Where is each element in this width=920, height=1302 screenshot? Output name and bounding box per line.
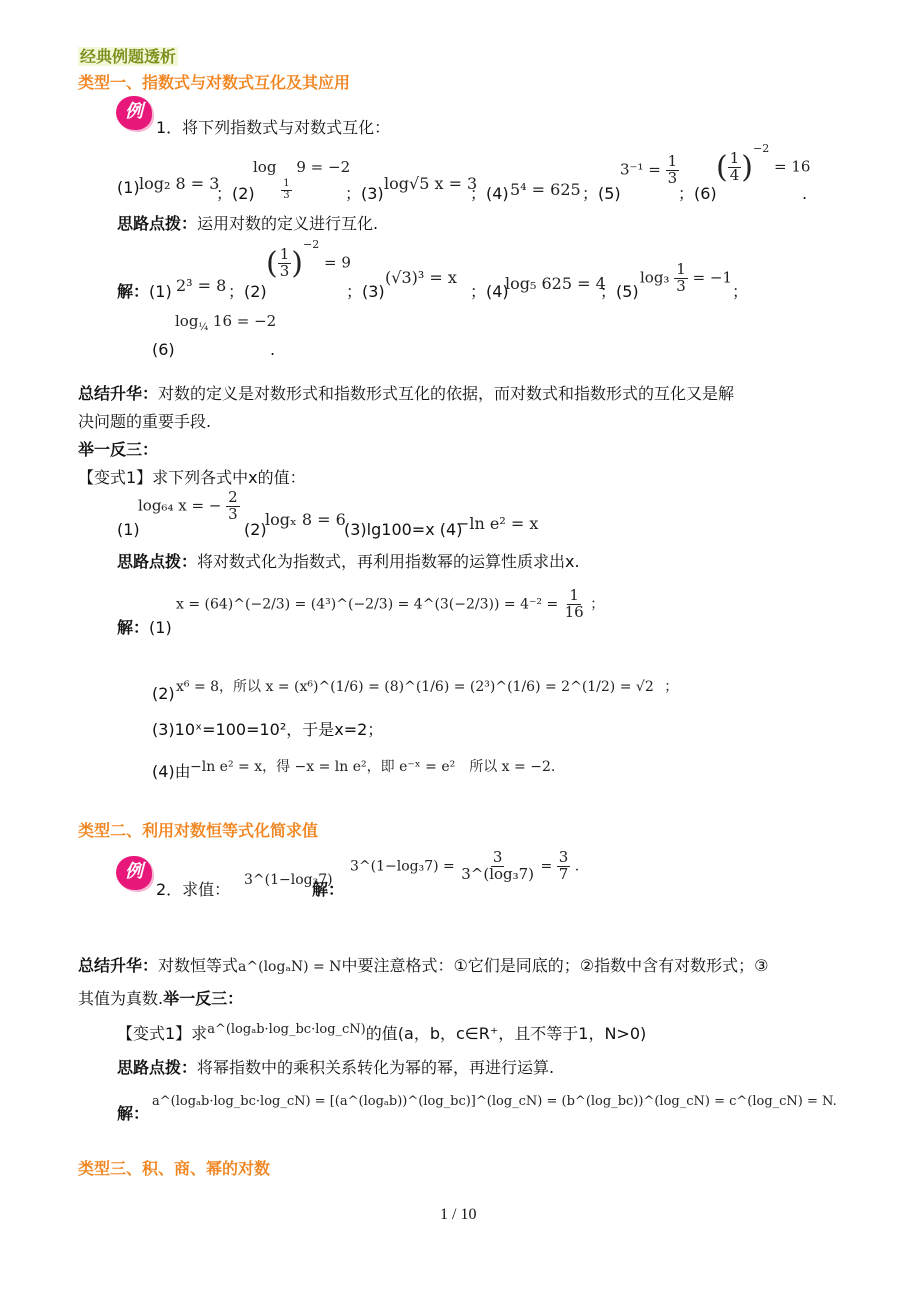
example-2-sol-label: 解：: [312, 880, 345, 899]
example-2-question: 2．求值：: [156, 880, 231, 899]
variant-1-sol-3: (3)10ˣ=100=10²，于是x=2；: [152, 720, 384, 739]
variant-2-hint: 思路点拨：将幂指数中的乘积关系转化为幂的幂，再进行运算.: [117, 1058, 555, 1077]
expr-3: log√5 x = 3: [384, 174, 478, 193]
sol-label-6: (6): [152, 340, 175, 359]
variant-1-q4: −ln e² = x: [456, 514, 539, 533]
variant-1-q1: log₆₄ x = − $\frac{2}{3}$: [138, 488, 238, 523]
variant-1-q2-label: (2): [244, 520, 267, 539]
section-header: 经典例题透析: [80, 47, 177, 66]
example-1-items: (1): [117, 178, 140, 197]
label-4: ；(4): [470, 184, 509, 203]
variant-1-sol-2: x⁶ = 8，所以 x = (x⁶)^(1/6) = (8)^(1/6) = (2³)^(1/6) = 2^(1/2) = √2 ；: [176, 679, 679, 695]
section-title-2: 类型二、利用对数恒等式化简求值: [78, 821, 319, 840]
label-6: ；(6): [678, 184, 717, 203]
section-title-1: 类型一、指数式与对数式互化及其应用: [78, 73, 351, 92]
variant-1-sol-4-label: (4)由: [152, 762, 191, 781]
variant-1-sol-label: 解：(1): [117, 618, 172, 637]
solution-1-label: 解：(1): [117, 282, 172, 301]
example-badge-2: 例: [116, 856, 152, 890]
label-2: ；(2): [216, 184, 255, 203]
sol-label-4: ；(4): [470, 282, 509, 301]
label-5: ；(5): [582, 184, 621, 203]
expr-2: log $\frac{1}{3}$ 9 = −2: [253, 158, 351, 201]
sol-label-5: ；(5): [600, 282, 639, 301]
expr-6: ( $\frac{1}{4}$ )$^{-2}$ = 16: [716, 141, 811, 185]
example-badge-1: 例: [116, 96, 152, 130]
variant-1-hint: 思路点拨：将对数式化为指数式，再利用指数幂的运算性质求出x.: [117, 552, 580, 571]
summary-1: 总结升华：对数的定义是对数形式和指数形式互化的依据，而对数式和指数形式的互化又是解 决问题的重要手段. 举一反三： 【变式1】求下列各式中x的值：: [78, 384, 735, 487]
sol-label-2: ；(2): [228, 282, 267, 301]
sol-label-3: ；(3): [346, 282, 385, 301]
variant-1-q1-label: (1): [117, 520, 140, 539]
variant-1-sol-1: x = (64)^(−2/3) = (4³)^(−2/3) = 4^(3(−2/3)) = 4⁻² = $\frac{1}{16}$ ；: [176, 586, 605, 621]
expr-4: 5⁴ = 625: [510, 180, 581, 199]
section-title-3: 类型三、积、商、幂的对数: [78, 1159, 271, 1178]
page-number: 1 / 10: [440, 1206, 477, 1223]
sol-expr-6: $\log_{\frac{1}{4}} 16 = -2$: [175, 312, 277, 333]
label-3: ；(3): [345, 184, 384, 203]
sol-end-5: ；: [732, 282, 749, 301]
example-2-expr: 3^(1−log₃7): [244, 872, 333, 888]
sol-expr-2: ( $\frac{1}{3}$ )$^{-2}$ = 9: [266, 237, 351, 281]
sol-expr-1: 2³ = 8: [176, 276, 227, 295]
variant-1-sol-2-label: (2): [152, 684, 175, 703]
sol-expr-4: log₅ 625 = 4: [505, 274, 606, 293]
sol-end-6: .: [270, 340, 276, 359]
variant-1-q3: (3)lg100=x (4): [344, 520, 463, 539]
variant-1-sol-4: −ln e² = x，得 −x = ln e²，即 e⁻ˣ = e² 所以 x = −2.: [190, 759, 556, 775]
hint-1: 思路点拨：运用对数的定义进行互化.: [117, 214, 379, 233]
sol-expr-3: (√3)³ = x: [385, 268, 457, 287]
example-2-solution: 3^(1−log₃7) = $\frac{3}{\text{3\textasciicircum{}(log₃7)}}$ = $\frac{3}{7}$ .: [350, 848, 580, 883]
variant-1-q2: logₓ 8 = 6: [265, 510, 346, 529]
label-end: .: [802, 184, 808, 203]
variant-2-question: 【变式1】求$^{a\^{}(log_ab\cdot log\_bc\cdot log\_cN)}$的值(a，b，c∈R⁺，且不等于1，N>0): [117, 1022, 647, 1043]
expr-1: log₂ 8 = 3: [139, 174, 220, 193]
variant-2-solution: a^(logₐb·log_bc·log_cN) = [(a^(logₐb))^(log_bc)]^(log_cN) = (b^(log_bc))^(log_cN) = c^(log_cN) = N.: [152, 1094, 837, 1109]
sol-expr-5: log₃ $\frac{1}{3}$ = −1: [640, 260, 733, 295]
example-1-question: 1．将下列指数式与对数式互化：: [156, 118, 391, 137]
summary-2: 总结升华：对数恒等式a^(logₐN) = N中要注意格式：①它们是同底的；②指数中含有对数形式；③ 其值为真数.举一反三：: [78, 956, 769, 1008]
expr-5: 3⁻¹ = $\frac{1}{3}$: [620, 152, 678, 187]
variant-2-sol-label: 解：: [117, 1104, 150, 1123]
